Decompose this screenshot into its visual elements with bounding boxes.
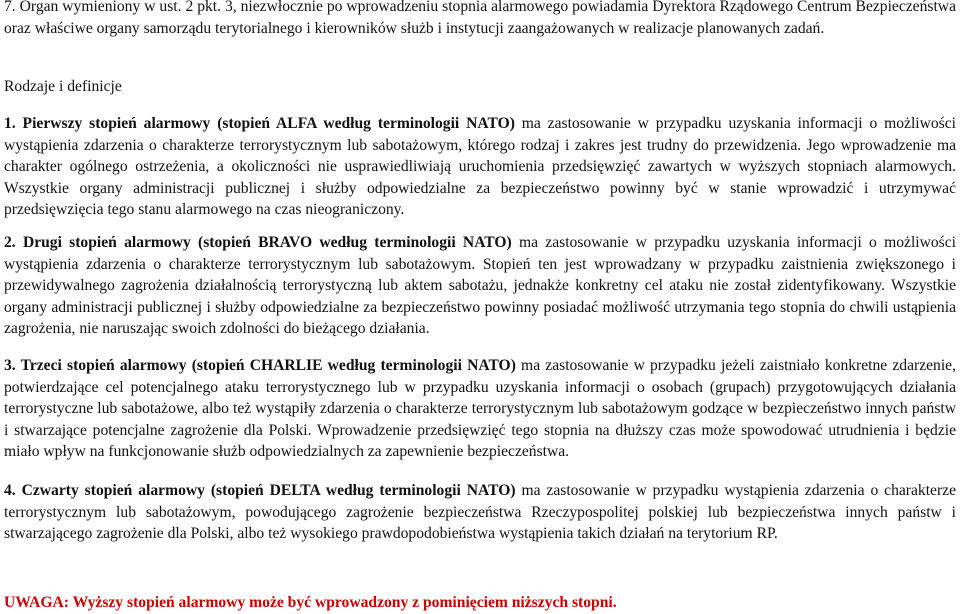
alarm-level-3-paragraph bbox=[4, 355, 956, 463]
alarm-level-3-body: ma zastosowanie w przypadku jeżeli zaistniało konkretne zdarzenie, potwierdzające cel potencjalnego ataku terrorystycznego lub w przypadku uzyskania informacji o osobach (grupach) przygotowujących działania terrorystyczne lub sabotażowe, albo też wystąpiły zdarzenia o charakterze terrorystycznym lub sabotażowym godzące w bezpieczeństwo innych państw i stwarzające potencjalne zagrożenie dla Polski. Wprowadzenie przedsięwzięć tego stopnia na dłuższy czas może spowodować utrudnienia i będzie miało wpływ na funkcjonowanie służb odpowiedzialnych za zapewnienie bezpieczeństwa. bbox=[4, 357, 956, 460]
alarm-level-4-title: 4. Czwarty stopień alarmowy (stopień DELTA według terminologii NATO) bbox=[4, 482, 516, 499]
alarm-level-3-title: 3. Trzeci stopień alarmowy (stopień CHARLIE według terminologii NATO) bbox=[4, 357, 516, 374]
alarm-level-2-paragraph bbox=[4, 232, 956, 340]
alarm-level-4-paragraph bbox=[4, 480, 956, 545]
alarm-level-1-body: ma zastosowanie w przypadku uzyskania informacji o możliwości wystąpienia zdarzenia o charakterze terrorystycznym lub sabotażowym, którego rodzaj i zakres jest trudny do przewidzenia. Jego wprowadzenie ma charakter ogólnego ostrzeżenia, a okoliczności nie usprawiedliwiają uruchomienia przedsięwzięć zawartych w wyższych stopniach alarmowych. Wszystkie organy administracji publicznej i służby odpowiedzialne za bezpieczeństwo powinny być w stanie wprowadzić i utrzymywać przedsięwzięcia tego stanu alarmowego na czas nieograniczony. bbox=[4, 115, 956, 218]
alarm-level-2-title: 2. Drugi stopień alarmowy (stopień BRAVO według terminologii NATO) bbox=[4, 234, 512, 251]
intro-paragraph: 7. Organ wymieniony w ust. 2 pkt. 3, niezwłocznie po wprowadzeniu stopnia alarmowego powiadamia Dyrektora Rządowego Centrum Bezpieczeństwa oraz właściwe organy samorządu terytorialnego i kierowników służb i instytucji zaangażowanych w realizacje planowanych zadań. bbox=[4, 0, 956, 37]
alarm-level-4-body: ma zastosowanie w przypadku wystąpienia zdarzenia o charakterze terrorystycznym lub sabotażowym, powodującego zagrożenie bezpieczeństwa Rzeczypospolitej polskiej lub bezpieczeństwa innych państw i stwarzającego zagrożenie dla Polski, albo też wysokiego prawdopodobieństwa wystąpienia takich działań na terytorium RP. bbox=[4, 482, 956, 542]
alarm-level-1-title: 1. Pierwszy stopień alarmowy (stopień ALFA według terminologii NATO) bbox=[4, 115, 515, 132]
warning-note: UWAGA: Wyższy stopień alarmowy może być wprowadzony z pominięciem niższych stopni. bbox=[4, 594, 617, 611]
section-heading: Rodzaje i definicje bbox=[4, 78, 122, 95]
alarm-level-1-paragraph bbox=[4, 113, 956, 221]
alarm-level-2-body: ma zastosowanie w przypadku uzyskania informacji o możliwości wystąpienia zdarzenia o charakterze terrorystycznym lub sabotażowym. Stopień ten jest wprowadzany w przypadku zaistnienia zwiększonego i przewidywalnego zagrożenia działalnością terrorystyczną lub aktem sabotażu, jednakże konkretny cel ataku nie został zidentyfikowany. Wszystkie organy administracji publicznej i służby odpowiedzialne za bezpieczeństwo powinny posiadać możliwość utrzymania tego stopnia do chwili ustąpienia zagrożenia, nie naruszając swoich zdolności do bieżącego działania. bbox=[4, 234, 956, 337]
